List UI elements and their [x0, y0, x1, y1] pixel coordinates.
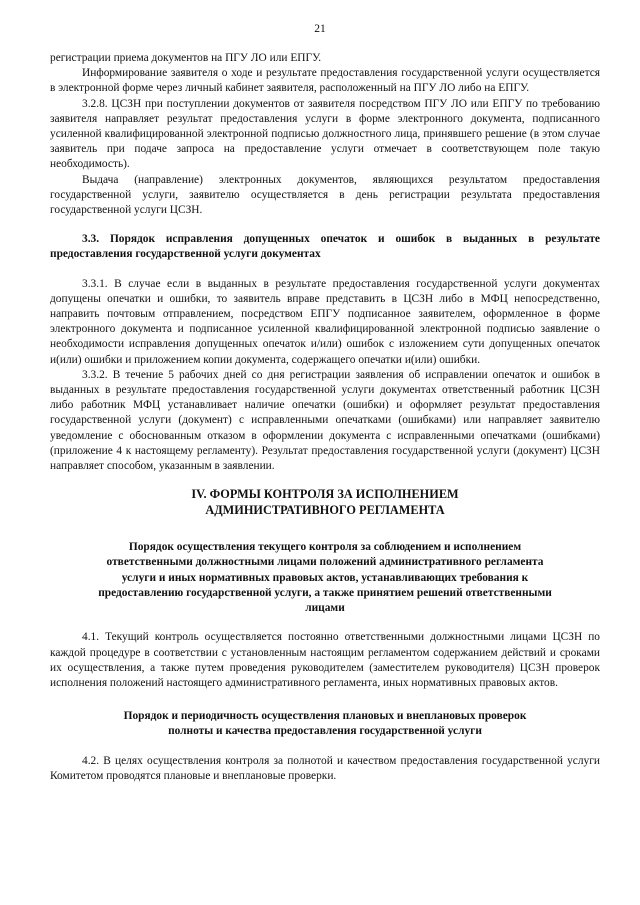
paragraph-3-2-8: 3.2.8. ЦСЗН при поступлении документов от заявителя посредством ПГУ ЛО или ЕПГУ по требованию заявителя направляет результат предоставления услуги в форме электронного документа, подписанного усиленной квалифицированной электронной подписью должностного лица, принявшего решение (в этом случае заявитель при подаче запроса на предоставление услуги отмечает в соответствующем поле такую необходимость). [50, 97, 600, 171]
section-iv-heading-line1: IV. ФОРМЫ КОНТРОЛЯ ЗА ИСПОЛНЕНИЕМ [191, 487, 459, 502]
paragraph-informing: Информирование заявителя о ходе и результате предоставления государственной услуги осуществляется в электронной форме через личный кабинет заявителя, расположенный на ПГУ ЛО либо на ЕПГУ. [50, 67, 600, 95]
paragraph-4-1: 4.1. Текущий контроль осуществляется постоянно ответственными должностными лицами ЦСЗН по каждой процедуре в соответствии с установленным настоящим регламентом содержанием действий и сроками их осуществления, а также путем проведения руководителем (заместителем руководителя) ЦСЗН проверок исполнения положений настоящего административного регламента, иных нормативных правовых актов. [50, 631, 600, 689]
paragraph-3-3-1: 3.3.1. В случае если в выданных в результате предоставления государственной услуги документах допущены опечатки и ошибки, то заявитель вправе представить в ЦСЗН либо в МФЦ непосредственно, направить почтовым отправлением, посредством ЕПГУ подписанное заявителем, оформленное в форме электронного документа и подписанное усиленной квалифицированной электронной подписью заявление о необходимости исправления допущенных опечаток и/или) ошибок с изложением сути допущенных опечаток и(или) ошибки и приложением копии документа, содержащего опечатки и(или) ошибки. [50, 277, 600, 366]
document-body [50, 51, 600, 784]
section-iv-heading [50, 486, 600, 518]
subheading-current-control: Порядок осуществления текущего контроля за соблюдением и исполнением ответственными должностными лицами положений административного регламента услуги и иных нормативных правовых актов, устанавливающих требования к предоставлению государственной услуги, а также принятием решений ответственными лицами [98, 541, 552, 615]
section-3-3-heading: 3.3. Порядок исправления допущенных опечаток и ошибок в выданных в результате предоставления государственной услуги документах [50, 233, 600, 261]
paragraph-continuation: регистрации приема документов на ПГУ ЛО или ЕПГУ. [50, 52, 322, 64]
page-number: 21 [314, 23, 326, 35]
paragraph-4-2: 4.2. В целях осуществления контроля за полнотой и качеством предоставления государственной услуги Комитетом проводятся плановые и внеплановые проверки. [50, 754, 600, 782]
paragraph-issuance: Выдача (направление) электронных документов, являющихся результатом предоставления государственной услуги, заявителю осуществляется в день регистрации результата предоставления государственной услуги ЦСЗН. [50, 173, 600, 217]
section-iv-heading-line2: АДМИНИСТРАТИВНОГО РЕГЛАМЕНТА [205, 503, 445, 518]
paragraph-3-3-2: 3.3.2. В течение 5 рабочих дней со дня регистрации заявления об исправлении опечаток и ошибок в выданных в результате предоставления государственной услуги документах ответственный работник ЦСЗН либо работник МФЦ устанавливает наличие опечатки (ошибки) и оформляет результат предоставления государственной услуги (документ) с исправленными опечатками (ошибками) или направляет заявителю уведомление с обоснованным отказом в оформлении документа с исправленными опечатками (ошибками) (приложение 4 к настоящему регламенту). Результат предоставления государственной услуги (документ) ЦСЗН направляет способом, указанным в заявлении. [50, 368, 600, 473]
subheading-inspections: Порядок и периодичность осуществления плановых и внеплановых проверок полноты и качества предоставления государственной услуги [123, 710, 527, 738]
